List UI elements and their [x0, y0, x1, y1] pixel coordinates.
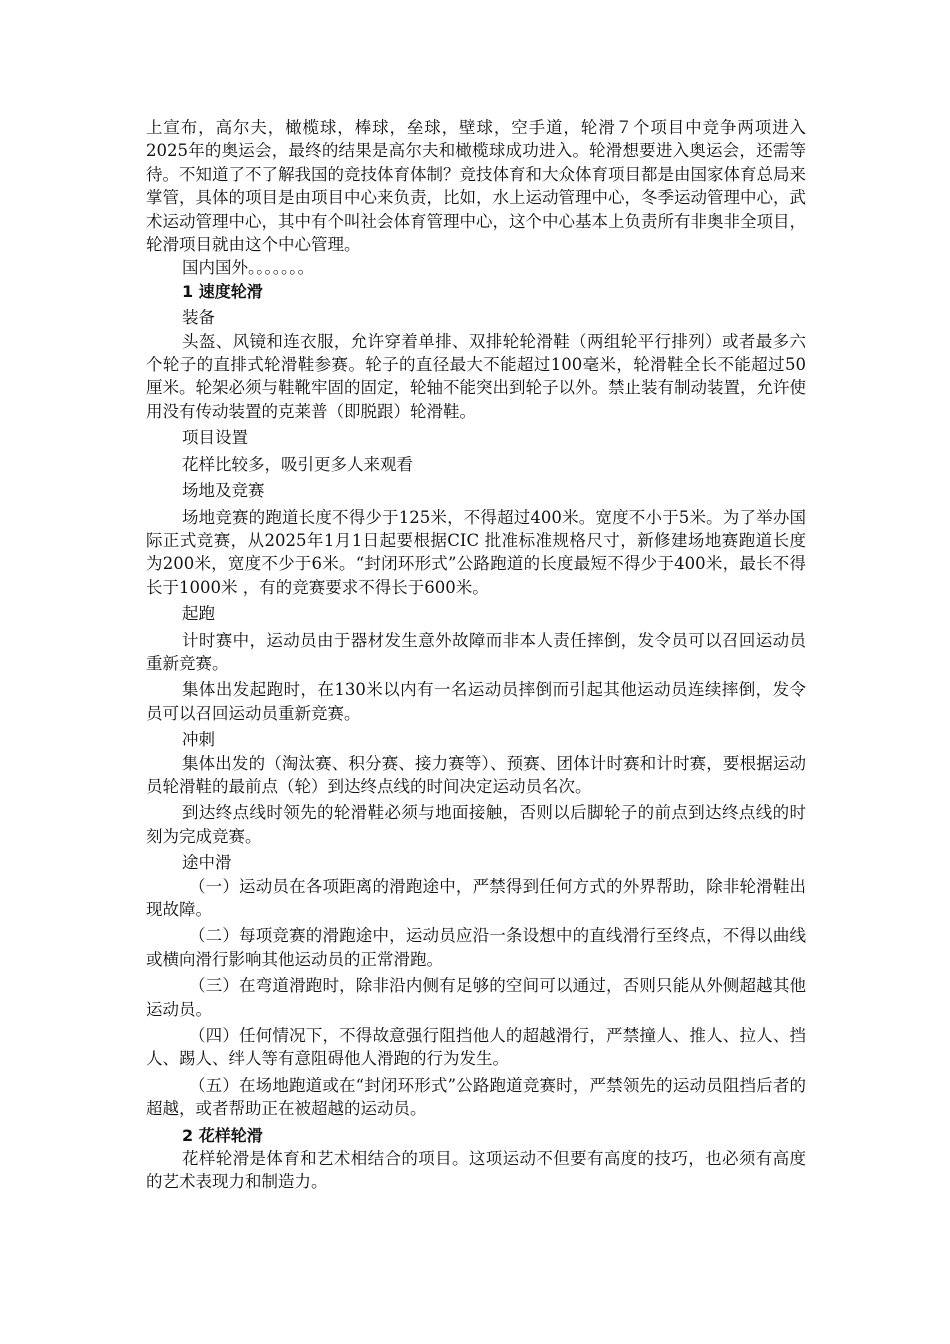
list-item-rule-5: （五）在场地跑道或在“封闭环形式”公路跑道竞赛时，严禁领先的运动员阻挡后者的超越，或者帮助正在被超越的运动员。: [146, 1075, 806, 1119]
list-item-rule-2: （二）每项竞赛的滑跑途中，运动员应沿一条设想中的直线滑行至终点，不得以曲线或横向滑行影响其他运动员的正常滑跑。: [146, 926, 806, 969]
subheading-event-setup: 项目设置: [182, 428, 248, 448]
paragraph-event-setup: 花样比较多，吸引更多人来观看: [182, 454, 413, 474]
paragraph-figure-skating: 花样轮滑是体育和艺术相结合的项目。这项运动不但要有高度的技巧，也必须有高度的艺术表现力和制造力。: [146, 1149, 806, 1192]
section-heading-figure-skating: 2 花样轮滑: [182, 1125, 263, 1145]
subheading-sprint: 冲刺: [182, 730, 215, 750]
document-body: [146, 116, 806, 1194]
paragraph-start-timed: 计时赛中，运动员由于器材发生意外故障而非本人责任摔倒，发令员可以召回运动员重新竞赛。: [146, 630, 806, 673]
paragraph-venue: 场地竞赛的跑道长度不得少于125米，不得超过400米。宽度不小于5米。为了举办国际正式竞赛，从2025年1月1日起要根据CIC 批准标准规格尺寸，新修建场地赛跑道长度为200米，宽度不少于6米。“封闭环形式”公路跑道的长度最短不得少于400米，最长不得长于1000米 ，有的竞赛要求不得长于600米。: [146, 507, 806, 597]
subheading-venue-competition: 场地及竞赛: [182, 481, 265, 501]
paragraph-sprint-finish: 到达终点线时领先的轮滑鞋必须与地面接触，否则以后脚轮子的前点到达终点线的时刻为完成竞赛。: [146, 803, 806, 846]
list-item-rule-1: （一）运动员在各项距离的滑跑途中，严禁得到任何方式的外界帮助，除非轮滑鞋出现故障。: [146, 876, 806, 919]
list-item-rule-3: （三）在弯道滑跑时，除非沿内侧有足够的空间可以通过，否则只能从外侧超越其他运动员。: [146, 976, 806, 1019]
subheading-equipment: 装备: [182, 308, 215, 328]
paragraph-sprint-ranking: 集体出发的（淘汰赛、积分赛、接力赛等）、预赛、团体计时赛和计时赛，要根据运动员轮滑鞋的最前点（轮）到达终点线的时间决定运动员名次。: [146, 753, 806, 796]
subheading-mid-race: 途中滑: [182, 853, 232, 873]
list-item-rule-4: （四）任何情况下，不得故意强行阻挡他人的超越滑行，严禁撞人、推人、拉人、挡人、踢人、绊人等有意阻碍他人滑跑的行为发生。: [146, 1026, 806, 1069]
paragraph-olympic-intro: 上宣布，高尔夫，橄榄球，棒球，垒球，壁球，空手道，轮滑７个项目中竞争两项进入2025年的奥运会，最终的结果是高尔夫和橄榄球成功进入。轮滑想要进入奥运会，还需等待。不知道了不了解我国的竞技体育体制？竞技体育和大众体育项目都是由国家体育总局来掌管，具体的项目是由项目中心来负责，比如，水上运动管理中心，冬季运动管理中心，武术运动管理中心，其中有个叫社会体育管理中心，这个中心基本上负责所有非奥非全项目，轮滑项目就由这个中心管理。: [146, 118, 806, 255]
paragraph-start-mass: 集体出发起跑时，在130米以内有一名运动员摔倒而引起其他运动员连续摔倒，发令员可以召回运动员重新竞赛。: [146, 680, 806, 723]
paragraph-equipment: 头盔、风镜和连衣服，允许穿着单排、双排轮轮滑鞋（两组轮平行排列）或者最多六个轮子的直排式轮滑鞋参赛。轮子的直径最大不能超过100毫米，轮滑鞋全长不能超过50厘米。轮架必须与鞋靴牢固的固定，轮轴不能突出到轮子以外。禁止装有制动装置，允许使用没有传动装置的克莱普（即脱跟）轮滑鞋。: [146, 331, 806, 421]
section-heading-speed-skating: 1 速度轮滑: [182, 281, 263, 301]
paragraph-domestic-foreign: 国内国外。。。。。。。: [182, 258, 314, 278]
subheading-start: 起跑: [182, 604, 215, 624]
